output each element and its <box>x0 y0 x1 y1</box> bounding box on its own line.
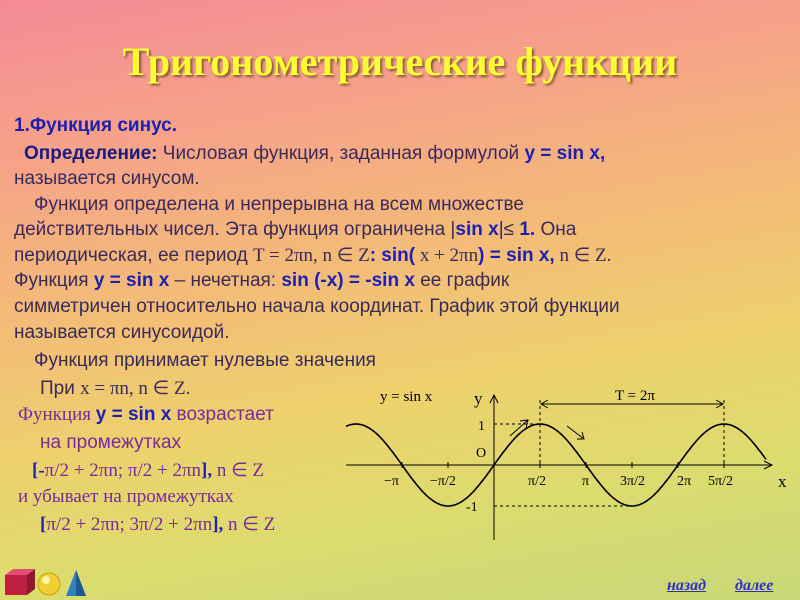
text-line <box>40 377 190 400</box>
text-line: и убывает на промежутках <box>18 486 234 507</box>
cone-icon <box>66 570 86 596</box>
text-part: возрастает <box>171 404 274 425</box>
tick-label: 5π/2 <box>708 474 733 489</box>
tick-label: π/2 <box>528 474 546 489</box>
formula: n ∈ Z <box>223 514 276 535</box>
sphere-icon <box>38 573 60 595</box>
tick-label: 2π <box>677 474 692 489</box>
decrease-arrow <box>567 426 584 439</box>
formula: y = sin x <box>93 270 170 291</box>
formula: x + 2πn <box>415 245 479 266</box>
text-line <box>40 513 275 536</box>
text-part: действительных чисел. Эта функция ограничена | <box>14 219 456 240</box>
tick-label: 3π/2 <box>620 474 645 489</box>
text-line <box>32 459 264 482</box>
text-line: называется синусом. <box>14 168 200 189</box>
formula: [ <box>40 514 47 535</box>
period-arrow-left <box>541 400 548 408</box>
increase-arrowhead <box>520 420 528 428</box>
text-line: симметричен относительно начала координат. График этой функции <box>14 296 620 317</box>
formula: ], <box>212 514 224 535</box>
formula: π/2 + 2πn; π/2 + 2πn <box>44 460 202 481</box>
definition-line <box>24 143 605 165</box>
tick-label: π <box>582 474 590 489</box>
formula: T = 2πn, n ∈ Z <box>252 245 370 266</box>
decrease-arrowhead <box>577 432 584 439</box>
formula: π/2 + 2πn; 3π/2 + 2πn <box>46 514 213 535</box>
formula: [- <box>32 460 45 481</box>
sine-curve <box>346 424 766 506</box>
page-title: Тригонометрические функции <box>122 39 678 84</box>
text-part: Функция <box>14 270 94 291</box>
tick-label: −π <box>384 474 399 489</box>
y-axis-arrow <box>490 395 498 403</box>
definition-text: Числовая функция, заданная формулой <box>157 143 525 164</box>
text-part: Функция <box>18 404 96 425</box>
formula: ) = sin x, <box>478 245 555 266</box>
text-part: |≤ <box>498 219 520 240</box>
text-line: Функция принимает нулевые значения <box>34 350 376 371</box>
text-line <box>14 219 576 241</box>
increase-arrow <box>510 420 528 436</box>
formula: sin x <box>455 219 499 240</box>
formula: sin (-x) = -sin x <box>281 270 415 291</box>
tick-marks <box>402 462 724 468</box>
period-label: T = 2π <box>615 388 655 404</box>
formula: y = sin x, <box>524 143 606 164</box>
text-line: Функция определена и непрерывна на всем множестве <box>34 194 524 215</box>
text-part: периодическая, ее период <box>14 245 253 266</box>
tick-label: −π/2 <box>430 474 456 489</box>
text-line: называется синусоидой. <box>14 322 230 343</box>
y-axis-label: y <box>474 389 483 408</box>
text-line <box>14 270 509 292</box>
formula: n ∈ Z. <box>554 245 612 266</box>
text-part: При <box>40 378 81 399</box>
formula: x = πn, n ∈ Z. <box>80 378 191 399</box>
period-arrow-right <box>716 400 723 408</box>
graph-formula: y = sin x <box>380 389 433 405</box>
origin-label: O <box>476 446 487 461</box>
one-label: 1 <box>478 419 485 434</box>
heading-text: 1.Функция синус. <box>14 115 178 136</box>
formula: n ∈ Z <box>212 460 265 481</box>
text-line <box>18 404 274 426</box>
formula: 1. <box>519 219 536 240</box>
cube-icon <box>5 575 27 595</box>
minus-one-label: -1 <box>466 500 478 515</box>
section-heading <box>14 115 177 137</box>
formula: ], <box>201 460 213 481</box>
formula: : sin( <box>369 245 416 266</box>
back-link[interactable]: назад <box>667 577 707 594</box>
text-part: – нечетная: <box>169 270 282 291</box>
text-line <box>14 244 611 267</box>
x-axis-arrow <box>764 461 772 469</box>
text-line: на промежутках <box>40 432 182 453</box>
decor-shapes <box>5 569 86 596</box>
x-axis-label: x <box>778 472 787 491</box>
text-part: Она <box>535 219 577 240</box>
next-link[interactable]: далее <box>735 577 774 594</box>
definition-label: Определение: <box>24 143 158 164</box>
formula: y = sin x <box>95 404 172 425</box>
text-part: ее график <box>414 270 510 291</box>
